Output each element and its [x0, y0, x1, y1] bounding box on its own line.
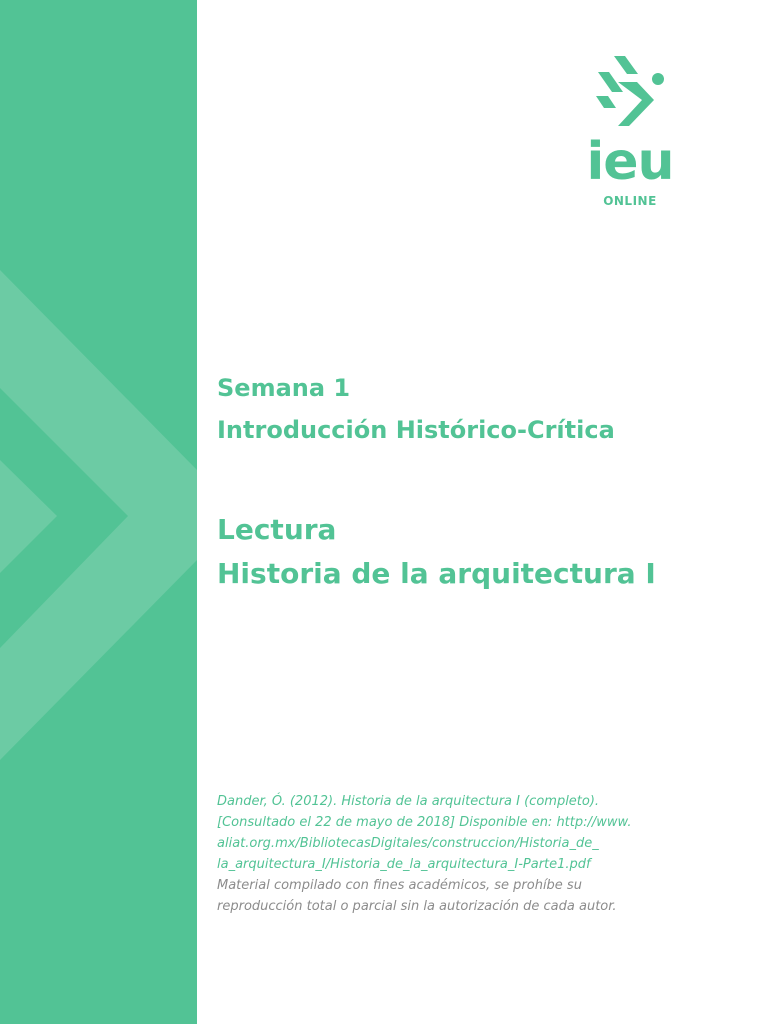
- note-line: reproducción total o parcial sin la autorización de cada autor.: [217, 899, 617, 914]
- note-line: Material compilado con fines académicos, se prohíbe su: [217, 878, 582, 893]
- citation-line: [Consultado el 22 de mayo de 2018] Disponible en: http://www.: [217, 815, 632, 830]
- reading-title: Historia de la arquitectura I: [217, 557, 656, 590]
- logo-subtitle: ONLINE: [603, 194, 657, 208]
- logo-chevron-icon: [592, 52, 672, 132]
- decorative-sidebar: [0, 0, 197, 1024]
- copyright-note: [217, 875, 647, 917]
- week-heading: [217, 367, 615, 451]
- citation-line: aliat.org.mx/BibliotecasDigitales/construccion/Historia_de_: [217, 836, 599, 851]
- citation: [217, 791, 647, 875]
- week-number: Semana 1: [217, 374, 351, 402]
- logo-wordmark: ieu: [586, 132, 674, 192]
- citation-line: la_arquitectura_I/Historia_de_la_arquitectura_I-Parte1.pdf: [217, 857, 591, 872]
- reading-heading: [217, 508, 656, 596]
- reference-block: [217, 791, 647, 917]
- ieu-online-logo: [570, 52, 690, 212]
- chevron-pattern-graphic: [0, 0, 197, 1024]
- citation-line: Dander, Ó. (2012). Historia de la arquitectura I (completo).: [217, 794, 600, 809]
- reading-label: Lectura: [217, 513, 337, 546]
- week-topic: Introducción Histórico-Crítica: [217, 416, 615, 444]
- small-chevron-shape: [0, 460, 57, 573]
